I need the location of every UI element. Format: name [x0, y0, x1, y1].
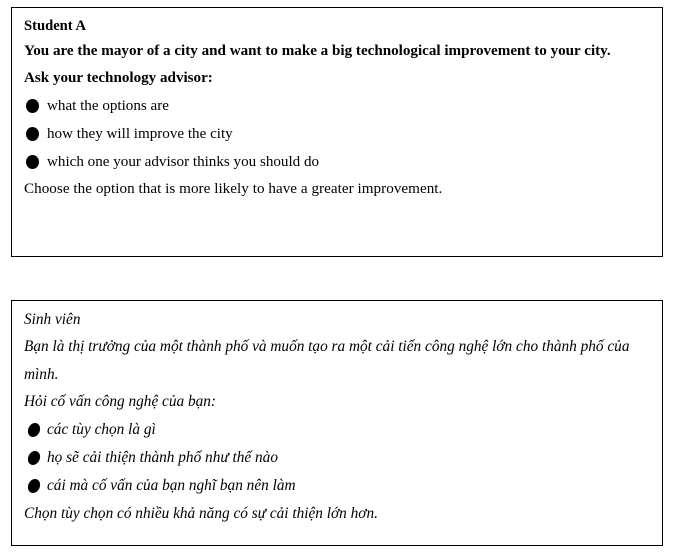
english-closing-text: Choose the option that is more likely to have a greater improvement. — [24, 181, 443, 197]
english-student-label: Student A — [24, 18, 87, 34]
vietnamese-bullet-label: các tùy chọn là gì — [47, 420, 156, 438]
english-bullet-label: how they will improve the city — [47, 126, 233, 142]
english-bullet-item — [24, 120, 650, 148]
bullet-circle-icon — [27, 478, 41, 492]
bullet-circle-icon — [26, 127, 39, 141]
english-task-card — [11, 7, 663, 257]
vietnamese-bullet-item — [24, 444, 650, 472]
vietnamese-bullet-label: họ sẽ cải thiện thành phố như thế nào — [47, 448, 278, 466]
vietnamese-bullet-label: cái mà cố vấn của bạn nghĩ bạn nên làm — [47, 476, 296, 494]
bullet-circle-icon — [27, 450, 41, 464]
english-bullet-label: what the options are — [47, 98, 169, 114]
bullet-circle-icon — [27, 422, 41, 436]
vietnamese-closing-text: Chọn tùy chọn có nhiều khả năng có sự cải thiện lớn hơn. — [24, 504, 378, 522]
vietnamese-bullet-item — [24, 416, 650, 444]
bullet-circle-icon — [26, 99, 39, 113]
english-bullet-label: which one your advisor thinks you should do — [47, 154, 320, 170]
vietnamese-instruction-text: Hỏi cố vấn công nghệ của bạn: — [24, 393, 217, 410]
english-instruction-text: Ask your technology advisor: — [24, 70, 213, 86]
english-bullet-item — [24, 148, 650, 176]
vietnamese-task-card — [11, 300, 663, 546]
english-prompt-text: You are the mayor of a city and want to make a big technological improvement to your city. — [24, 43, 611, 59]
english-bullet-item — [24, 92, 650, 120]
vietnamese-bullet-item — [24, 472, 650, 500]
bullet-circle-icon — [26, 155, 39, 169]
vietnamese-prompt-text: Bạn là thị trưởng của một thành phố và muốn tạo ra một cải tiến công nghệ lớn cho thành phố của mình. — [24, 338, 630, 383]
vietnamese-student-label: Sinh viên — [24, 311, 81, 328]
